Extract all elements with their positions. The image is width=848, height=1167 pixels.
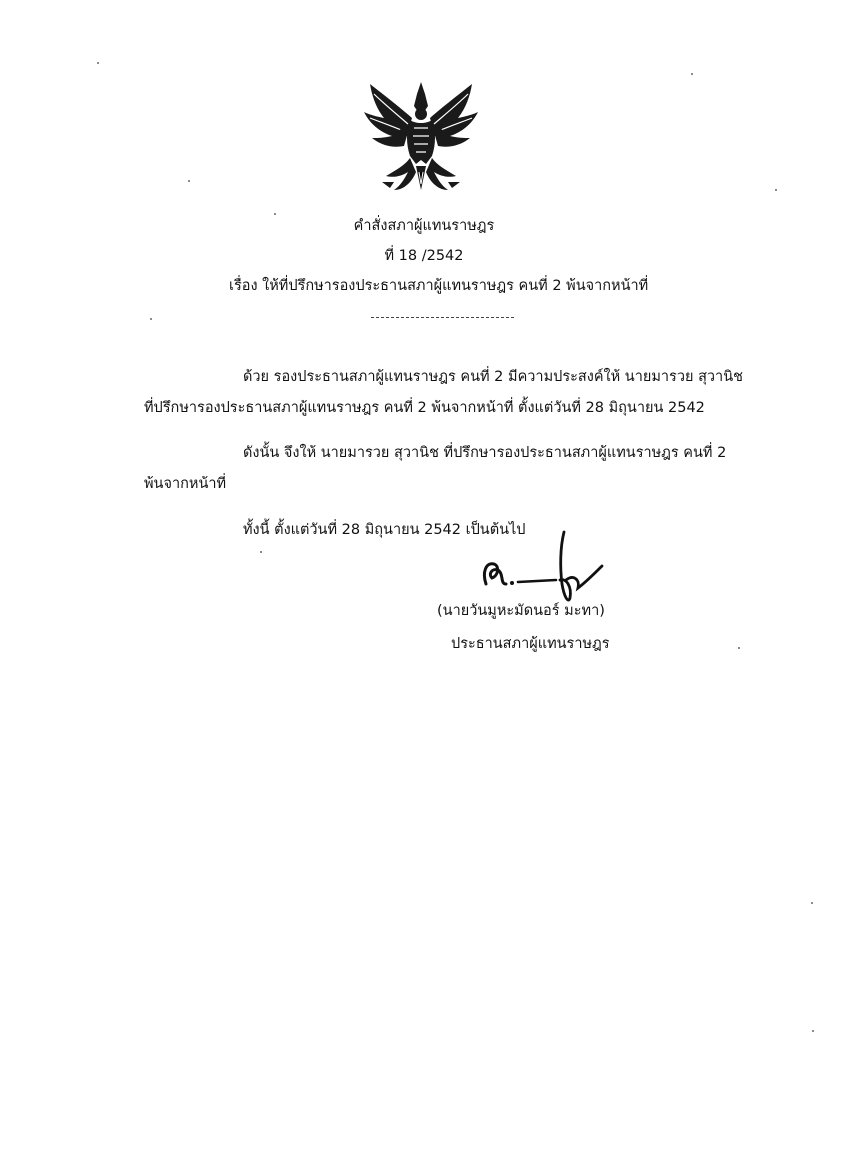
scan-speck bbox=[274, 213, 276, 215]
signatory-position: ประธานสภาผู้แทนราษฎร bbox=[451, 636, 610, 652]
signatory-name: (นายวันมูหะมัดนอร์ มะทา) bbox=[437, 603, 605, 619]
scan-speck bbox=[97, 62, 99, 64]
scan-speck bbox=[775, 189, 777, 191]
scan-speck bbox=[812, 1030, 814, 1032]
scan-speck bbox=[691, 73, 693, 75]
scan-speck bbox=[188, 180, 190, 182]
garuda-emblem-icon bbox=[360, 78, 482, 196]
header-divider bbox=[371, 317, 514, 318]
paragraph-1-line-1: ด้วย รองประธานสภาผู้แทนราษฎร คนที่ 2 มีความประสงค์ให้ นายมารวย สุวานิช bbox=[243, 369, 743, 385]
paragraph-2-line-1: ดังนั้น จึงให้ นายมารวย สุวานิช ที่ปรึกษารองประธานสภาผู้แทนราษฎร คนที่ 2 bbox=[243, 445, 727, 461]
scan-speck bbox=[260, 551, 262, 553]
scan-speck bbox=[738, 647, 740, 649]
order-title: คำสั่งสภาผู้แทนราษฎร bbox=[353, 218, 495, 234]
scan-speck bbox=[811, 902, 813, 904]
paragraph-3-line-1: ทั้งนี้ ตั้งแต่วันที่ 28 มิถุนายน 2542 เป็นต้นไป bbox=[243, 522, 526, 538]
paragraph-1-line-2: ที่ปรึกษารองประธานสภาผู้แทนราษฎร คนที่ 2 พ้นจากหน้าที่ ตั้งแต่วันที่ 28 มิถุนายน 2542 bbox=[144, 400, 705, 416]
paragraph-2-line-2: พ้นจากหน้าที่ bbox=[144, 476, 227, 492]
subject-line: เรื่อง ให้ที่ปรึกษารองประธานสภาผู้แทนราษฎร คนที่ 2 พ้นจากหน้าที่ bbox=[229, 278, 649, 294]
order-number: ที่ 18 /2542 bbox=[384, 248, 464, 264]
scan-speck bbox=[150, 318, 152, 320]
handwritten-signature bbox=[476, 528, 608, 610]
